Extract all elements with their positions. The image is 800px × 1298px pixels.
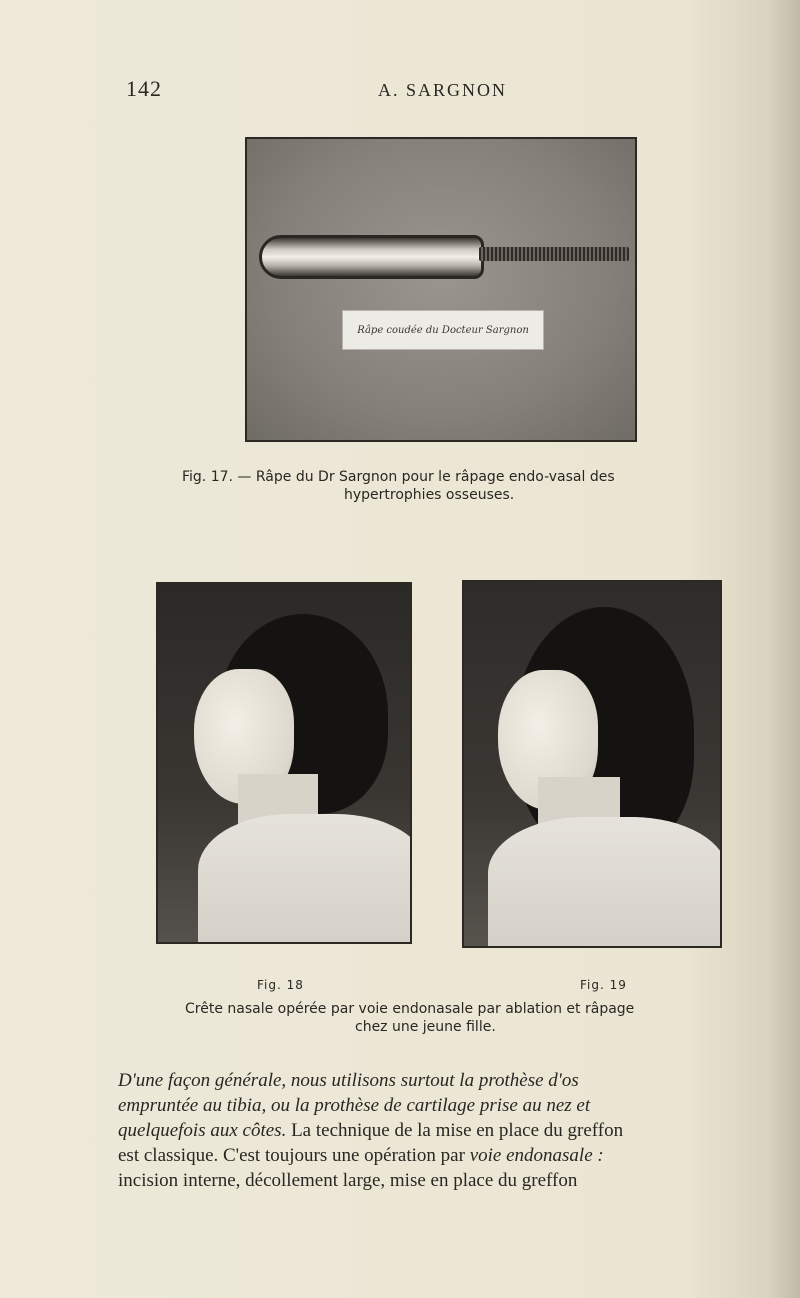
body-line-1: D'une façon générale, nous utilisons surtout la prothèse d'os <box>118 1070 579 1091</box>
figure-17-caption-line1: Fig. 17. — Râpe du Dr Sargnon pour le râpage endo-vasal des <box>182 469 615 485</box>
figure-17-photo <box>245 137 637 442</box>
body-line-4 <box>118 1143 758 1168</box>
running-head: A. SARGNON <box>378 80 508 100</box>
body-line-4-start: est classique. C'est toujours une opération par <box>118 1145 470 1166</box>
body-line-5: incision interne, décollement large, mise en place du greffon <box>118 1170 578 1191</box>
body-line-4-italic: voie endonasale : <box>469 1145 604 1166</box>
portrait-blouse <box>198 814 412 944</box>
instrument-label-card: Râpe coudée du Docteur Sargnon <box>343 311 543 349</box>
body-line-3-italic: quelquefois aux côtes. <box>118 1120 287 1141</box>
page-number: 142 <box>126 76 162 101</box>
figure-19-photo <box>462 580 722 948</box>
body-line-2: empruntée au tibia, ou la prothèse de cartilage prise au nez et <box>118 1095 591 1116</box>
rasp-shaft <box>479 247 629 261</box>
body-paragraph <box>118 1068 758 1193</box>
rasp-handle <box>259 235 484 279</box>
figure-17-caption <box>182 468 702 504</box>
figure-18-label: Fig. 18 <box>257 978 304 992</box>
shared-caption-line2: chez une jeune fille. <box>355 1019 496 1035</box>
body-line-3 <box>118 1118 758 1143</box>
figure-18-photo <box>156 582 412 944</box>
portrait-blouse <box>488 817 722 948</box>
body-line-3-rest: La technique de la mise en place du greffon <box>286 1120 624 1141</box>
figure-19-label: Fig. 19 <box>580 978 627 992</box>
figure-17-caption-line2: hypertrophies osseuses. <box>344 487 515 503</box>
shared-caption-line1: Crête nasale opérée par voie endonasale par ablation et râpage <box>185 1001 635 1017</box>
figures-18-19-caption <box>185 1000 705 1036</box>
